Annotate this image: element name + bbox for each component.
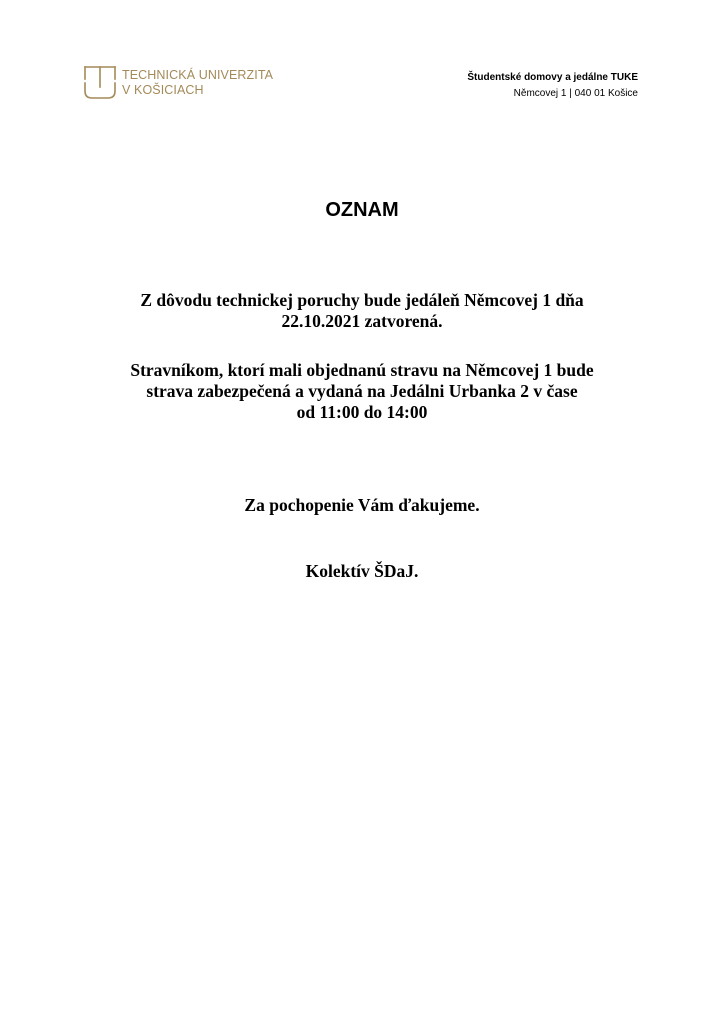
signature-text: Kolektív ŠDaJ. xyxy=(305,561,419,581)
university-name-line2: V KOŠICIACH xyxy=(122,82,204,97)
closure-paragraph xyxy=(80,290,644,332)
meal-info-line-3: od 11:00 do 14:00 xyxy=(296,402,428,422)
university-name-line1: TECHNICKÁ UNIVERZITA xyxy=(122,68,274,82)
closure-line-2: 22.10.2021 zatvorená. xyxy=(281,311,443,331)
thanks-text: Za pochopenie Vám ďakujeme. xyxy=(244,495,480,515)
organization-name: Študentské domovy a jedálne TUKE xyxy=(467,72,638,83)
tuke-logo-icon xyxy=(84,66,116,99)
organization-address: Němcovej 1 | 040 01 Košice xyxy=(513,88,638,99)
university-name xyxy=(122,68,273,97)
organization-info xyxy=(467,70,638,102)
closure-line-1: Z dôvodu technickej poruchy bude jedáleň Němcovej 1 dňa xyxy=(140,290,584,310)
meal-info-line-1: Stravníkom, ktorí mali objednanú stravu na Němcovej 1 bude xyxy=(130,360,594,380)
notice-title: OZNAM xyxy=(325,199,399,221)
page-header xyxy=(84,62,638,104)
meal-info-line-2: strava zabezpečená a vydaná na Jedálni Urbanka 2 v čase xyxy=(146,381,578,401)
university-logo xyxy=(84,66,273,99)
meal-info-paragraph xyxy=(80,360,644,423)
